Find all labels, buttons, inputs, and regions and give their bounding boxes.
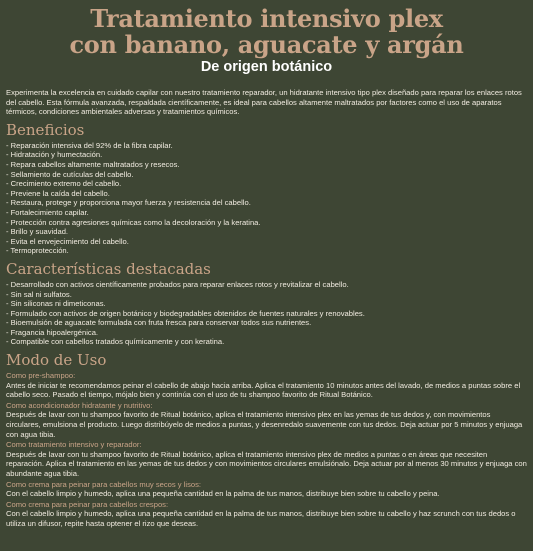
features-heading: Características destacadas [6, 259, 211, 278]
list-item: - Repara cabellos altamente maltratados y resecos. [6, 160, 527, 170]
usage-section-title: Como tratamiento intensivo y reparador: [6, 440, 142, 450]
list-item: - Compatible con cabellos tratados químicamente y con keratina. [6, 337, 527, 347]
usage-section-pre-shampoo [6, 371, 527, 400]
usage-section-text: Con el cabello limpio y humedo, aplica una pequeña cantidad en la palma de tus manos, distribuye bien sobre tu cabello y peina. [6, 489, 440, 499]
list-item: - Sin sal ni sulfatos. [6, 290, 527, 300]
list-item: - Sin siliconas ni dimeticonas. [6, 299, 527, 309]
list-item: - Hidratación y humectación. [6, 150, 527, 160]
usage-section-styling-curly [6, 500, 527, 529]
list-item: - Evita el envejecimiento del cabello. [6, 237, 527, 247]
list-item: - Fortalecimiento capilar. [6, 208, 527, 218]
list-item: - Protección contra agresiones químicas como la decoloración y la keratina. [6, 218, 527, 228]
intro-paragraph: Experimenta la excelencia en cuidado capilar con nuestro tratamiento reparador, un hidratante intensivo tipo plex diseñado para reparar los enlaces rotos del cabello. Esta fórmula avanzada, respaldada científicamente, es ideal para cabellos altamente maltratados por factores como el uso de aparatos térmicos, condiciones ambientales adversas y tratamientos químicos. [6, 88, 522, 117]
list-item: - Formulado con activos de origen botánico y biodegradables obtenidos de fuentes naturales y renovables. [6, 309, 527, 319]
usage-section-title: Como acondicionador hidratante y nutritivo: [6, 400, 153, 410]
benefits-list [6, 141, 527, 256]
benefits-heading: Beneficios [6, 120, 85, 139]
usage-section-text: Antes de iniciar te recomendamos peinar el cabello de abajo hacia arriba. Aplica el tratamiento 10 minutos antes del lavado, de medios a puntas sobre el cabello seco. Pasado el tiempo, mójalo bien y continúa con el uso de tu shampoo favorito de Ritual Botánico. [6, 380, 521, 400]
title-line-1: Tratamiento intensivo plex [90, 4, 443, 33]
usage-section-title: Como crema para peinar para cabellos muy secos y lisos: [6, 479, 201, 489]
list-item: - Termoprotección. [6, 246, 527, 256]
usage-section-conditioner [6, 401, 527, 439]
list-item: - Desarrollado con activos científicamente probados para reparar enlaces rotos y revitalizar el cabello. [6, 280, 527, 290]
list-item: - Previene la caída del cabello. [6, 189, 527, 199]
page-title [6, 0, 527, 58]
list-item: - Sellamiento de cutículas del cabello. [6, 170, 527, 180]
usage-heading: Modo de Uso [6, 351, 107, 370]
usage-section-text: Con el cabello limpio y humedo, aplica una pequeña cantidad en la palma de tus manos, distribuye bien sobre tu cabello y haz scrunch con tus dedos o utiliza un difusor, repite hasta optener el rizo que deseas. [6, 509, 516, 528]
list-item: - Fragancia hipoalergénica. [6, 328, 527, 338]
usage-section-title: Como crema para peinar para cabellos crespos: [6, 499, 169, 509]
usage-section-text: Después de lavar con tu shampoo favorito de Ritual botánico, aplica el tratamiento intensivo plex en las yemas de tus dedos y, con movimientos circulares, emulsiona el producto. Luego distribúyelo de medios a puntas, y desenredalo suavemente con tus dedos. Deja actuar por 5 minutos y enjuaga con agua tibia. [6, 410, 523, 439]
list-item: - Crecimiento extremo del cabello. [6, 179, 527, 189]
usage-section-styling-dry [6, 480, 527, 499]
list-item: - Bioemulsión de aguacate formulada con fruta fresca para conservar todos sus nutrientes. [6, 318, 527, 328]
list-item: - Restaura, protege y proporciona mayor fuerza y resistencia del cabello. [6, 198, 527, 208]
list-item: - Brillo y suavidad. [6, 227, 527, 237]
usage-section-text: Después de lavar con tu shampoo favorito de Ritual botánico, aplica el tratamiento intensivo plex de medios a puntas o en áreas que necesiten reparación. Aplica el tratamiento en las yemas de tus dedos y con movimientos circulares emulsiónalo. Deja actuar por al menos 30 minutos y enjuaga con abundante agua tibia. [6, 449, 527, 478]
list-item: - Reparación intensiva del 92% de la fibra capilar. [6, 141, 527, 151]
usage-section-title: Como pre-shampoo: [6, 371, 76, 381]
page-subtitle: De origen botánico [200, 59, 333, 75]
usage-section-intensive [6, 440, 527, 478]
title-line-2: con banano, aguacate y argán [69, 30, 464, 59]
features-list [6, 280, 527, 347]
